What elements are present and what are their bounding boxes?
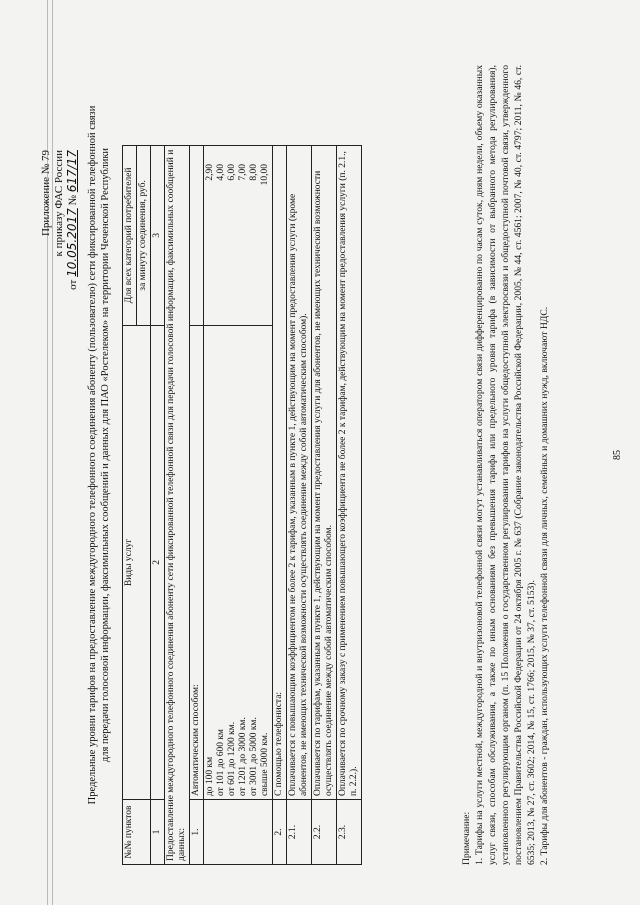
handwritten-date: 10.05.2017 [65,208,79,277]
row-number: 2.2. [312,800,337,865]
table-row [273,146,287,865]
notes-block [460,65,551,865]
distance-label: свыше 5000 км. [260,732,270,797]
header-tariff: Для всех категорий потребителей [123,146,137,326]
distance-label: до 100 км [205,756,215,797]
table-row [312,146,337,865]
table-row [337,146,362,865]
tariff-value: 8,00 [249,164,259,181]
tariff-value: 10,00 [260,164,270,186]
distance-label: от 601 до 1200 км. [227,721,237,797]
table-row [204,146,273,865]
appendix-title: Приложение № 79 [40,150,52,237]
distance-label: от 3001 до 5000 км. [249,717,259,797]
row-text: Автоматическим способом: [190,325,204,799]
tariff-table [122,145,362,865]
distance-label: от 101 до 600 км [216,729,226,797]
note-2: 2. Тарифы для абонентов - граждан, использующих услуги телефонной связи для личных, семейных и домашних нужд, включают НДС. [539,306,550,865]
row-text: С помощью телефониста: [273,146,287,800]
col-number: 2 [151,325,165,799]
appendix-date-line: от 10.05.2017 № 617/17 [65,150,79,290]
tariff-value: 6,00 [227,164,237,181]
header-service: Виды услуг [123,325,151,799]
col-number: 1 [151,800,165,865]
table-row [287,146,312,865]
distance-label: от 1201 до 3000 км. [238,717,248,797]
tariff-values [204,146,273,326]
row-text: Оплачивается с повышающим коэффициентом не более 2 к тарифам, указанным в пункте 1, действующим на момент предоставления услуги (кроме абонентов, не имеющих технической возможности осуществлять соединение между собой автоматическим способом). [287,146,312,800]
row-text: Оплачивается по срочному заказу с применением повышающего коэффициента не более 2 к тарифам, действующим на момент предоставления услуги (п. 2.1., п. 2.2.). [337,146,362,800]
header-num: №№ пунктов [123,800,151,865]
title-line-2: для передачи голосовой информации, факсимильных сообщений и данных для ПАО «Ростелеком» на территории Чеченской Республики [100,147,111,763]
page-number: 85 [612,450,623,460]
table-row [165,146,190,865]
appendix-block [40,150,80,290]
column-number-row [151,146,165,865]
section-heading: Предоставление междугородного телефонного соединения абоненту сети фиксированной телефонной связи для передачи голосовой информации, факсимильных сообщений и данных: [165,146,190,865]
document-title [86,45,112,865]
table-header-row [123,146,137,865]
row-number: 2.1. [287,800,312,865]
tariff-value: 4,00 [216,164,226,181]
row-number: 2.3. [337,800,362,865]
appendix-order-ref: к приказу ФАС России [53,150,65,257]
row-number: 2. [273,800,287,865]
title-line-1: Предельные уровни тарифов на предоставление междугородного телефонного соединения абоненту (пользователю) сети фиксированной телефонной связи [87,105,98,805]
row-number: 1. [190,800,204,865]
note-1: 1. Тарифы на услуги местной, междугородной и внутризоновой телефонной связи могут устанавливаться оператором связи дифференцированно по часам суток, дням недели, объему оказанных услуг связи, способам обслуживания, а также по иным основаниям без превышения тарифа или предельного уровня тарифа (в зависимости от выбранного метода регулирования), установленного регулирующим органом (п. 15 Положения о государственном регулировании тарифов на услуги общедоступной электросвязи и общедоступной почтовой связи, утвержденного постановлением Правительства Российской Федерации от 24 октября 2005 г. № 637 (Собрание законодательства Российской Федерации, 2005, № 44, ст. 4561; 2007, № 40, ст. 4797; 2011, № 46, ст. 6535; 2013, № 27, ст. 3602; 2014, № 15, ст. 1766; 2015, № 37, ст. 5153). [474,65,537,865]
header-tariff-unit: за минуту соединения, руб. [137,146,151,326]
table-row [190,146,204,865]
handwritten-number: 617/17 [65,150,79,193]
tariff-value: 7,00 [238,164,248,181]
distance-list [204,325,273,799]
notes-heading: Примечание: [461,811,472,865]
tariff-value: 2,90 [205,164,215,181]
row-text: Оплачивается по тарифам, указанным в пункте 1, действующим на момент предоставления услуги для абонентов, не имеющих технической возможности осуществлять соединение между собой автоматическим способом. [312,146,337,800]
col-number: 3 [151,146,165,326]
